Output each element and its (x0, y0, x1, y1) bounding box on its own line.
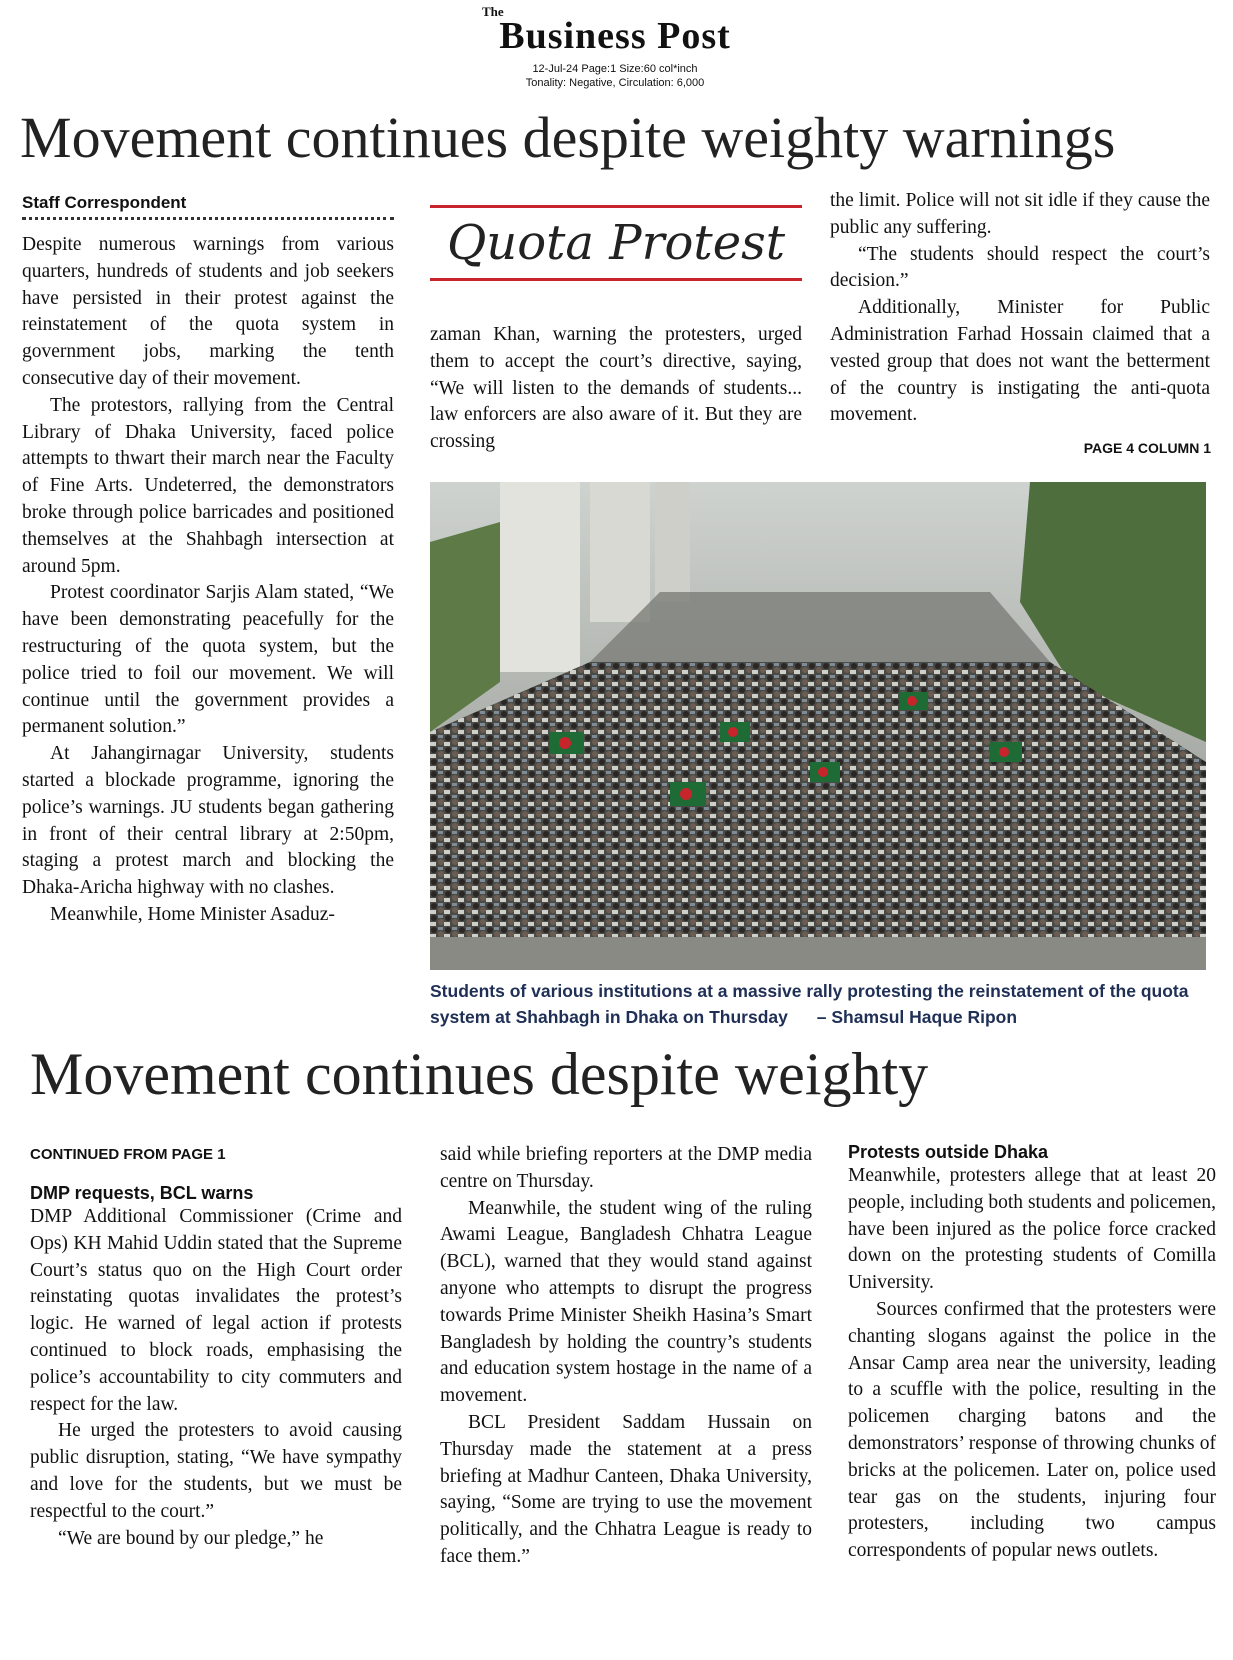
subheading-dmp: DMP requests, BCL warns (30, 1183, 254, 1203)
section-kicker (430, 205, 802, 297)
paragraph: Despite numerous warnings from various quarters, hundreds of students and job seekers have persisted in their protest against the reinstatement of the quota system in government jobs, marking the tenth consecutive day of their movement. (22, 234, 394, 389)
article-column-1 (22, 232, 394, 929)
continued-label: CONTINUED FROM PAGE 1 (30, 1146, 226, 1163)
paragraph: The protestors, rallying from the Central Library of Dhaka University, faced police attempts to thwart their march near the Faculty of Fine Arts. Undeterred, the demonstrators broke through police barricades and positioned themselves at the Shahbagh intersection at around 5pm. (22, 394, 394, 577)
paragraph: Meanwhile, Home Minister Asaduz- (50, 903, 335, 925)
byline-text: Staff Correspondent (22, 193, 187, 212)
paragraph: BCL President Saddam Hussain on Thursday made the statement at a press briefing at Madhur Canteen, Dhaka University, saying, “Some are trying to use the movement politically, and the Chhatra League is ready to face them.” (440, 1411, 812, 1567)
paragraph: At Jahangirnagar University, students started a blockade programme, ignoring the police’s warnings. JU students began gathering in front of their central library at 2:50pm, staging a protest march and blocking the Dhaka-Aricha highway with no clashes. (22, 743, 394, 899)
jump-label: PAGE 4 COLUMN 1 (1083, 440, 1211, 456)
paragraph: Protest coordinator Sarjis Alam stated, “We have been demonstrating peacefully for the restructuring of the quota system, but the police tried to foil our movement. We will continue until the government provides a permanent solution.” (22, 582, 394, 738)
paragraph: said while briefing reporters at the DMP media centre on Thursday. (440, 1144, 812, 1192)
photo-credit: – Shamsul Haque Ripon (816, 1007, 1018, 1027)
publication-name: Business Post (499, 15, 731, 57)
paragraph: Meanwhile, the student wing of the ruling Awami League, Bangladesh Chhatra League (BCL), warned that they would stand against anyone who attempts to disrupt the progress towards Prime Minister Sheikh Hasina’s Smart Bangladesh by holding the country’s students and education system hostage in the name of a movement. (440, 1197, 812, 1407)
masthead (480, 2, 770, 90)
clip-meta-line1: 12-Jul-24 Page:1 Size:60 col*inch (532, 63, 698, 75)
main-headline: Movement continues despite weighty warnings (20, 105, 1116, 170)
article-column-3 (830, 188, 1210, 429)
article-column-2 (430, 322, 802, 456)
paragraph: DMP Additional Commissioner (Crime and Ops) KH Mahid Uddin stated that the Supreme Court’s status quo on the High Court order reinstating quotas invalidates the protest’s logic. He warned of legal action if protests continued to block roads, emphasising the police’s accountability to city commuters and respect for the law. (30, 1206, 402, 1415)
byline (22, 193, 394, 220)
continued-headline: Movement continues despite weighty (30, 1041, 929, 1107)
masthead-the: The (482, 4, 504, 19)
paragraph: “We are bound by our pledge,” he (58, 1527, 324, 1549)
continued-column-1 (30, 1146, 402, 1552)
paragraph: the limit. Police will not sit idle if they cause the public any suffering. (830, 190, 1210, 238)
continued-column-2 (440, 1142, 812, 1571)
paragraph: “The students should respect the court’s decision.” (830, 243, 1210, 292)
byline-divider (22, 217, 394, 220)
clip-meta-line2: Tonality: Negative, Circulation: 6,000 (525, 77, 705, 89)
paragraph: Additionally, Minister for Public Administration Farhad Hossain claimed that a vested group that does not want the betterment of the country is instigating the anti-quota movement. (830, 297, 1210, 426)
paragraph: He urged the protesters to avoid causing public disruption, stating, “We have sympathy and love for the students, but we must be respectful to the court.” (30, 1420, 402, 1522)
paragraph: Sources confirmed that the protesters were chanting slogans against the police in the Ansar Camp area near the university, leading to a scuffle with the police, resulting in the policemen charging batons and the demonstrators’ response of throwing chunks of bricks at the policemen. Later on, police used tear gas on the students, injuring four protesters, including two campus correspondents of popular news outlets. (848, 1298, 1216, 1562)
paragraph: Meanwhile, protesters allege that at least 20 people, including both students and policemen, have been injured as the police force cracked down on the protesting students of Comilla University. (848, 1165, 1216, 1294)
clip-meta (480, 62, 750, 90)
crowd-photo-illustration (430, 482, 1206, 970)
paragraph: zaman Khan, warning the protesters, urged them to accept the court’s directive, saying, “We will listen to the demands of students... law enforcers are also aware of it. But they are crossing (430, 324, 802, 453)
subheading-outside-dhaka: Protests outside Dhaka (848, 1142, 1049, 1162)
rally-photo (430, 482, 1206, 970)
photo-caption (430, 978, 1206, 1030)
continued-column-3 (848, 1142, 1216, 1565)
kicker-bottom-rule (430, 278, 802, 281)
caption-text: Students of various institutions at a massive rally protesting the reinstatement of the quota system at Shahbagh in Dhaka on Thursday (430, 981, 1189, 1027)
kicker-text: Quota Protest (446, 215, 786, 271)
